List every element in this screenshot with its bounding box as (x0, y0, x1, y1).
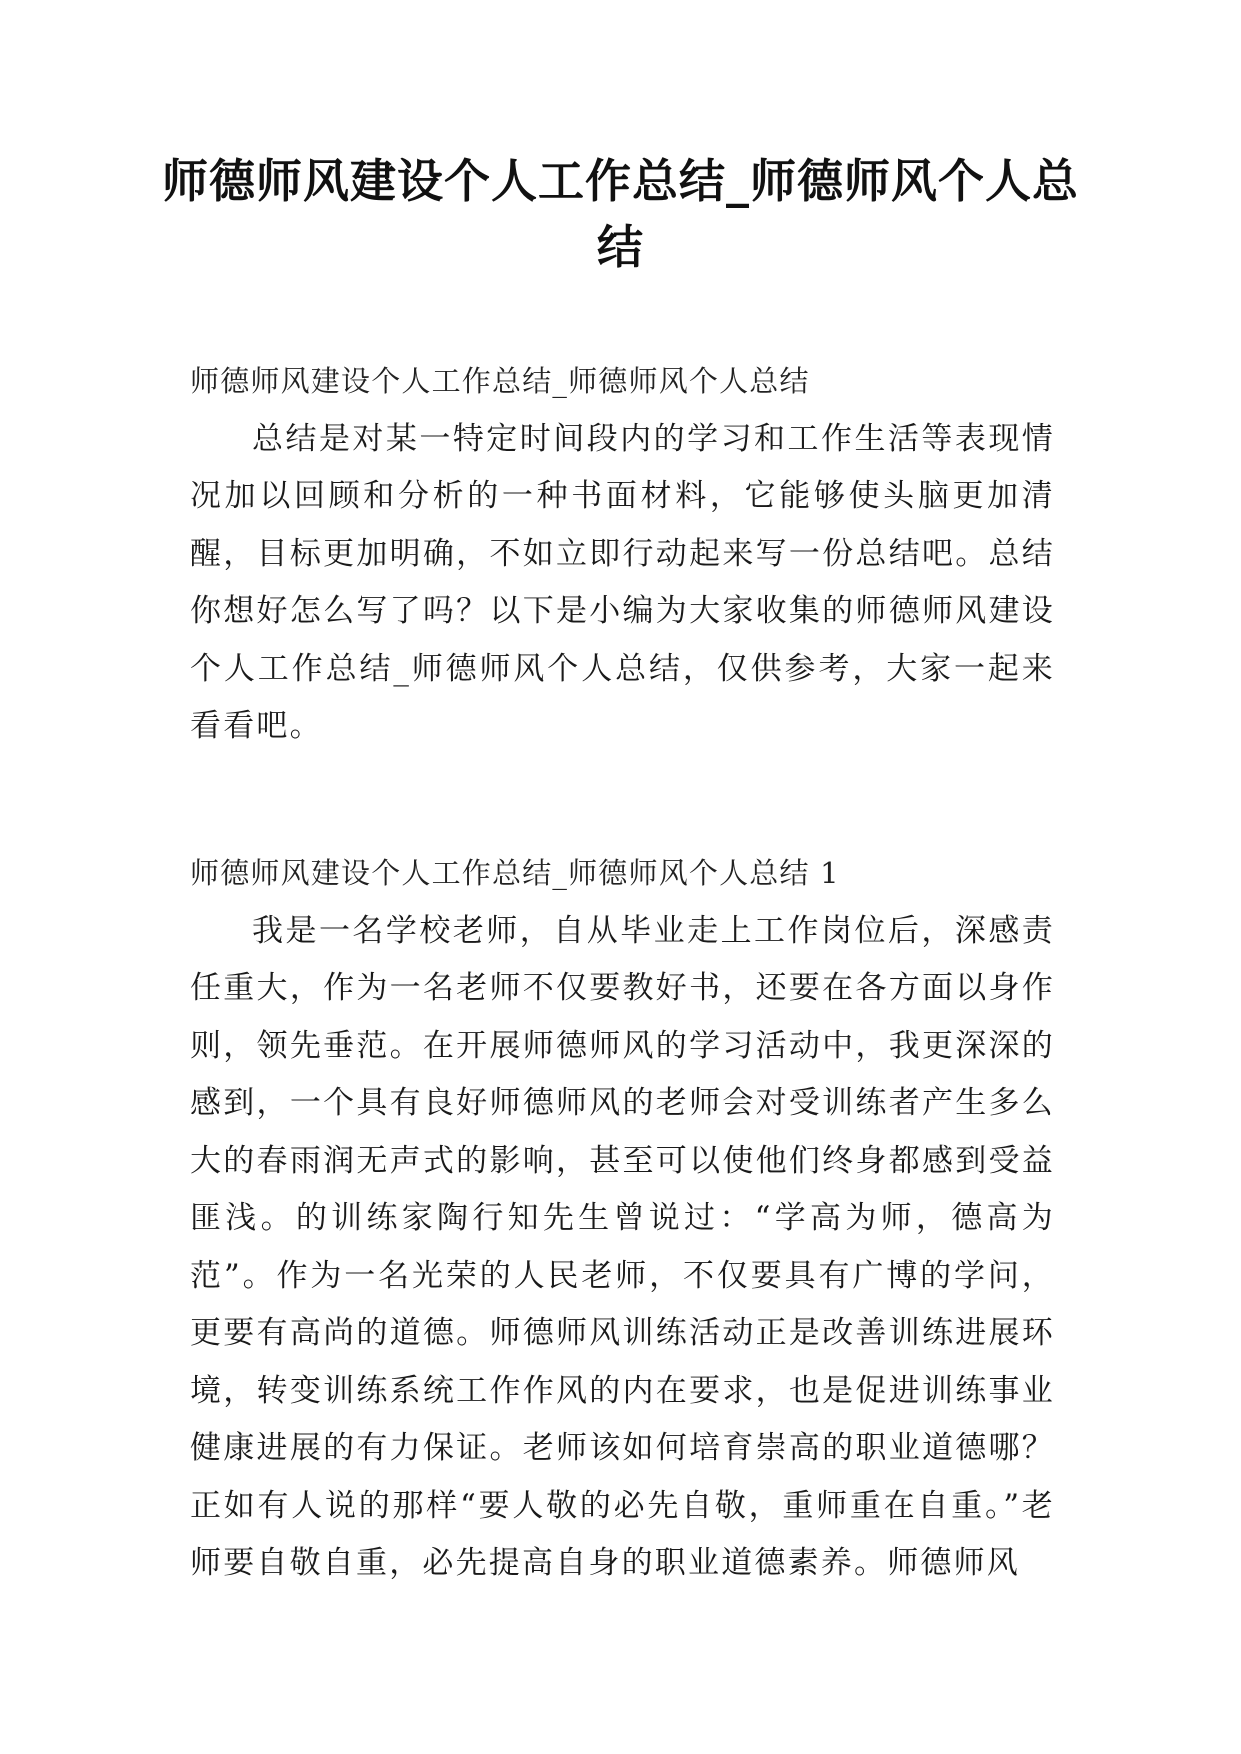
section-heading: 师德师风建设个人工作总结_师德师风个人总结 (190, 364, 810, 398)
summary-section-1 (190, 845, 1055, 1593)
document-title: 师德师风建设个人工作总结_师德师风个人总结 (162, 154, 1079, 274)
intro-section (190, 353, 1055, 756)
section-heading: 师德师风建设个人工作总结_师德师风个人总结 1 (190, 856, 840, 890)
intro-paragraph: 总结是对某一特定时间段内的学习和工作生活等表现情况加以回顾和分析的一种书面材料，它能够使头脑更加清醒，目标更加明确，不如立即行动起来写一份总结吧。总结你想好怎么写了吗？以下是小编为大家收集的师德师风建设个人工作总结_师德师风个人总结，仅供参考，大家一起来看看吧。 (190, 420, 1055, 744)
body-paragraph: 我是一名学校老师，自从毕业走上工作岗位后，深感责任重大，作为一名老师不仅要教好书，还要在各方面以身作则，领先垂范。在开展师德师风的学习活动中，我更深深的感到，一个具有良好师德师风的老师会对受训练者产生多么大的春雨润无声式的影响，甚至可以使他们终身都感到受益匪浅。的训练家陶行知先生曾说过：“学高为师，德高为范”。作为一名光荣的人民老师，不仅要具有广博的学问，更要有高尚的道德。师德师风训练活动正是改善训练进展环境，转变训练系统工作作风的内在要求，也是促进训练事业健康进展的有力保证。老师该如何培育崇高的职业道德哪？正如有人说的那样“要人敬的必先自敬，重师重在自重。”老师要自敬自重，必先提高自身的职业道德素养。师德师风 (190, 912, 1055, 1581)
